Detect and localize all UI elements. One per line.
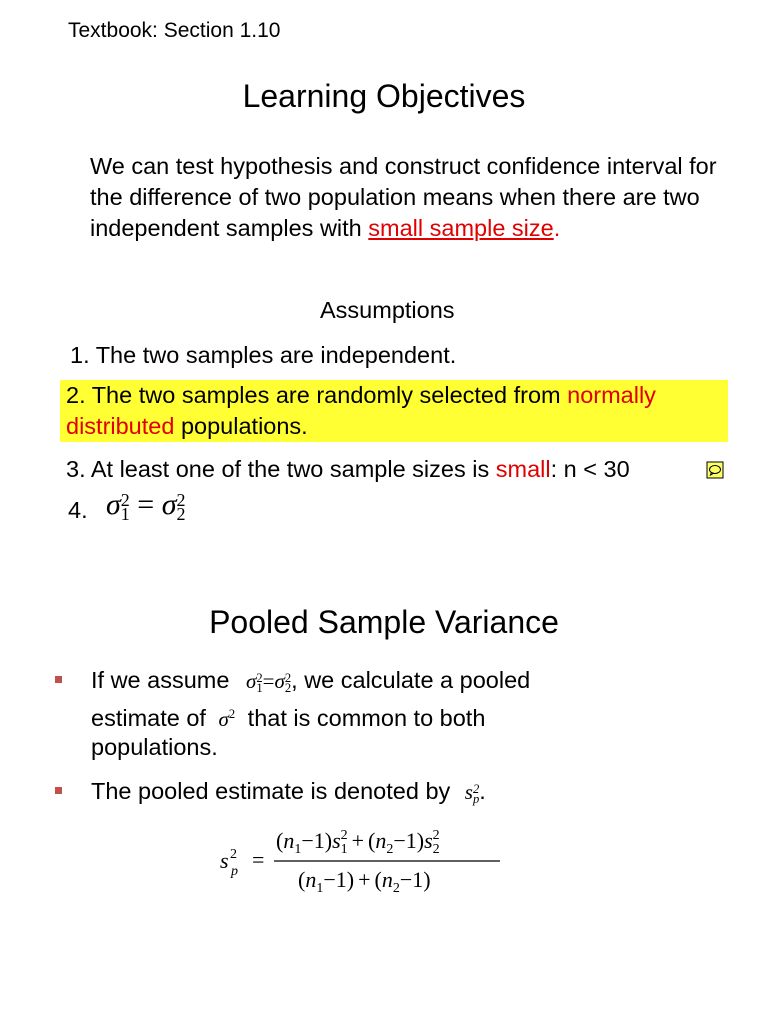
formula-numerator: $(n_1-1)s^2$ $1 + (n_2-1)s^2$ 2 [276, 828, 440, 857]
assumptions-title: Assumptions [320, 297, 455, 323]
bullet-1-line-3: populations. [91, 734, 218, 760]
comment-icon[interactable] [706, 461, 724, 479]
intro-period: . [553, 215, 561, 241]
formula-sub-p: p [231, 864, 238, 879]
pooled-variance-formula [210, 815, 510, 905]
formula-sup: 2 [230, 847, 237, 862]
pooled-variance-title: Pooled Sample Variance [209, 604, 559, 640]
formula-s: s [220, 848, 229, 873]
assumption-2-suffix: populations. [174, 413, 308, 439]
textbook-reference: Textbook: Section 1.10 [68, 19, 281, 42]
formula-denominator: $(n_1-1) + (n_2-1)$ [298, 867, 431, 896]
inline-sp-squared: s 2 p [464, 780, 480, 807]
assumption-2 [66, 380, 730, 442]
bullet-marker [55, 676, 62, 683]
variance-equality-equation: σ 2 1 = σ 2 2 [106, 488, 186, 525]
bullet-2-text: The pooled estimate is denoted by s 2 p . [91, 778, 486, 807]
assumption-3 [66, 454, 630, 485]
intro-highlight: small sample size [368, 215, 554, 241]
bullet-marker [55, 787, 62, 794]
bullet-1-line-1: If we assume σ 2 1 =σ 2 2 , we calculate a pooled [91, 667, 531, 696]
inline-variance-equality: σ 2 1 =σ 2 2 [245, 669, 292, 696]
assumption-4-label: 4. [68, 497, 88, 523]
assumption-3-text: 3. At least one of the two sample sizes is [66, 456, 496, 482]
intro-text: We can test hypothesis and construct confidence interval for the difference of two population means when there are two independent samples with [90, 153, 717, 241]
assumption-1: 1. The two samples are independent. [70, 342, 457, 368]
assumption-3-red: small [495, 456, 551, 482]
assumption-2-text: 2. The two samples are randomly selected from [66, 382, 568, 408]
inline-sigma-squared: $\sigma^2$ [218, 707, 236, 731]
bullet-1-line-2: estimate of $\sigma^2$ that is common to both [91, 705, 486, 731]
learning-objectives-title: Learning Objectives [242, 78, 526, 114]
formula-equals: = [252, 847, 265, 872]
assumption-3-suffix: : n < 30 [550, 456, 630, 482]
intro-paragraph [90, 151, 740, 244]
assumption-2-red: normally distributed [66, 382, 656, 439]
